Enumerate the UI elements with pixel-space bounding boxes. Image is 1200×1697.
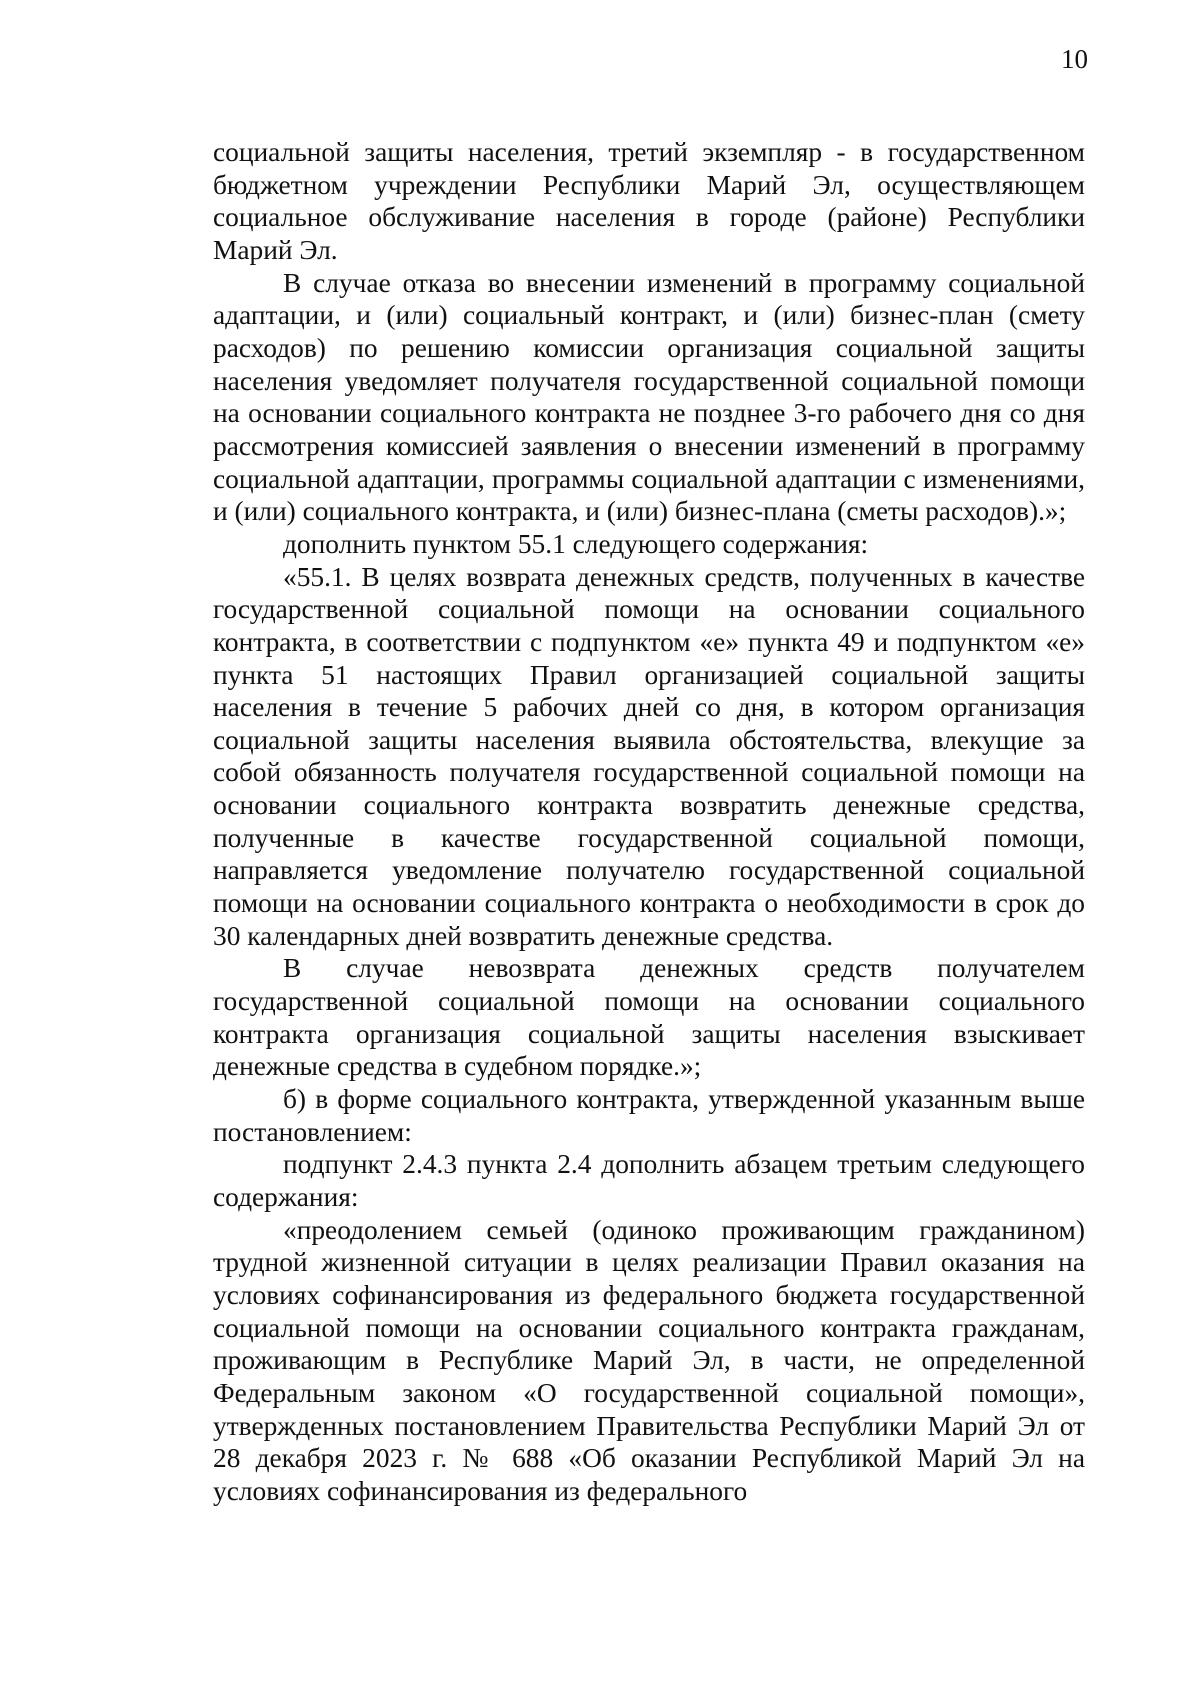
paragraph-overcoming-situation: «преодолением семьей (одиноко проживающим гражданином) трудной жизненной ситуации в целях реализации Правил оказания на условиях софинансирования из федерального бюджета государственной социальной помощи на основании социального контракта гражданам, проживающим в Республике Марий Эл, в части, не определенной Федеральным законом «О государственной социальной помощи», утвержденных постановлением Правительства Республики Марий Эл от 28 декабря 2023 г. № 688 «Об оказании Республикой Марий Эл на условиях софинансирования из федерального [213, 1214, 1085, 1506]
paragraph-clause-55-1: «55.1. В целях возврата денежных средств, полученных в качестве государственной социальной помощи на основании социального контракта, в соответствии с подпунктом «е» пункта 49 и подпунктом «е» пункта 51 настоящих Правил организацией социальной защиты населения в течение 5 рабочих дней со дня, в котором организация социальной защиты населения выявила обстоятельства, влекущие за собой обязанность получателя государственной социальной помощи на основании социального контракта возвратить денежные средства, полученные в качестве государственной социальной помощи, направляется уведомление получателю государственной социальной помощи на основании социального контракта о необходимости в срок до 30 календарных дней возвратить денежные средства. [213, 561, 1085, 951]
document-body [213, 136, 1085, 1508]
paragraph-subclause-2-4-3: подпункт 2.4.3 пункта 2.4 дополнить абзацем третьим следующего содержания: [213, 1149, 1085, 1212]
paragraph-refusal-notice: В случае отказа во внесении изменений в программу социальной адаптации, и (или) социальный контракт, и (или) бизнес-план (смету расходов) по решению комиссии организация социальной защиты населения уведомляет получателя государственной социальной помощи на основании социального контракта не позднее 3-го рабочего дня со дня рассмотрения комиссией заявления о внесении изменений в программу социальной адаптации, программы социальной адаптации с изменениями, и (или) социального контракта, и (или) бизнес-плана (сметы расходов).»; [213, 267, 1085, 527]
paragraph-court-recovery: В случае невозврата денежных средств получателем государственной социальной помощи на основании социального контракта организация социальной защиты населения взыскивает денежные средства в судебном порядке.»; [213, 953, 1085, 1082]
page-number: 10 [1061, 44, 1088, 74]
paragraph-add-clause: дополнить пунктом 55.1 следующего содержания: [283, 528, 869, 559]
paragraph-continuation: социальной защиты населения, третий экземпляр - в государственном бюджетном учреждении Республики Марий Эл, осуществляющем социальное обслуживание населения в городе (районе) Республики Марий Эл. [213, 137, 1085, 265]
paragraph-contract-form: б) в форме социального контракта, утвержденной указанным выше постановлением: [213, 1084, 1085, 1147]
